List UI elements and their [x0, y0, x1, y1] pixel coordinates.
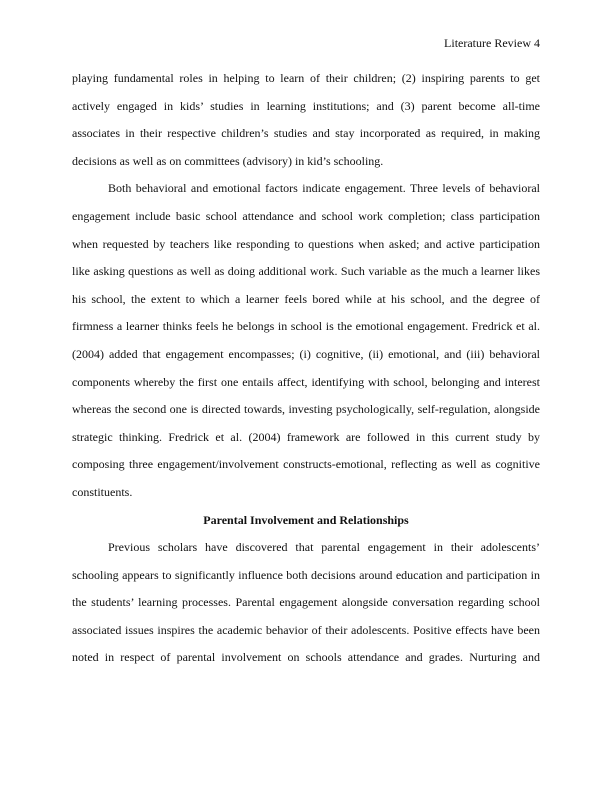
text-line: playing fundamental roles in helping to learn of their children; (2) inspiring parents to get — [72, 71, 540, 85]
text-line: decisions as well as on committees (advisory) in kid’s schooling. — [72, 153, 384, 168]
text-line: Both behavioral and emotional factors indicate engagement. Three levels of behavioral — [108, 181, 540, 196]
text-line: strategic thinking. Fredrick et al. (2004) framework are followed in this current study by — [72, 429, 540, 444]
document-body — [72, 65, 540, 672]
text-line: Previous scholars have discovered that parental engagement in their adolescents’ — [108, 540, 540, 555]
text-line: when requested by teachers like responding to questions when asked; and active participation — [72, 236, 540, 251]
paragraph — [72, 175, 540, 506]
text-line: the students’ learning processes. Parental engagement alongside conversation regarding school — [72, 595, 540, 610]
text-line: like asking questions as well as doing additional work. Such variable as the much a learner likes — [72, 264, 540, 279]
text-line: (2004) added that engagement encompasses; (i) cognitive, (ii) emotional, and (iii) behavioral — [72, 346, 540, 361]
text-line: noted in respect of parental involvement on schools attendance and grades. Nurturing and — [72, 650, 540, 665]
running-head: Literature Review 4 — [444, 36, 540, 50]
text-line: firmness a learner thinks feels he belongs in school is the emotional engagement. Fredrick et al. — [72, 319, 540, 334]
text-line: whereas the second one is directed towards, investing psychologically, self-regulation, alongside — [72, 402, 540, 417]
text-line: constituents. — [72, 484, 133, 499]
text-line: components whereby the first one entails affect, identifying with school, belonging and interest — [72, 374, 540, 389]
paragraph — [72, 534, 540, 672]
paragraph — [72, 65, 540, 175]
text-line: associated issues inspires the academic behavior of their adolescents. Positive effects have been — [72, 622, 540, 637]
text-line: his school, the extent to which a learner feels bored while at his school, and the degree of — [72, 291, 540, 306]
text-line: composing three engagement/involvement constructs-emotional, reflecting as well as cognitive — [72, 457, 540, 472]
text-line: associates in their respective children’s studies and stay incorporated as required, in making — [72, 126, 540, 141]
text-line: actively engaged in kids’ studies in learning institutions; and (3) parent become all-time — [72, 98, 540, 113]
text-line: schooling appears to significantly influence both decisions around education and participation in — [72, 567, 540, 582]
section-heading: Parental Involvement and Relationships — [203, 512, 409, 527]
text-line: engagement include basic school attendance and school work completion; class participation — [72, 208, 540, 223]
